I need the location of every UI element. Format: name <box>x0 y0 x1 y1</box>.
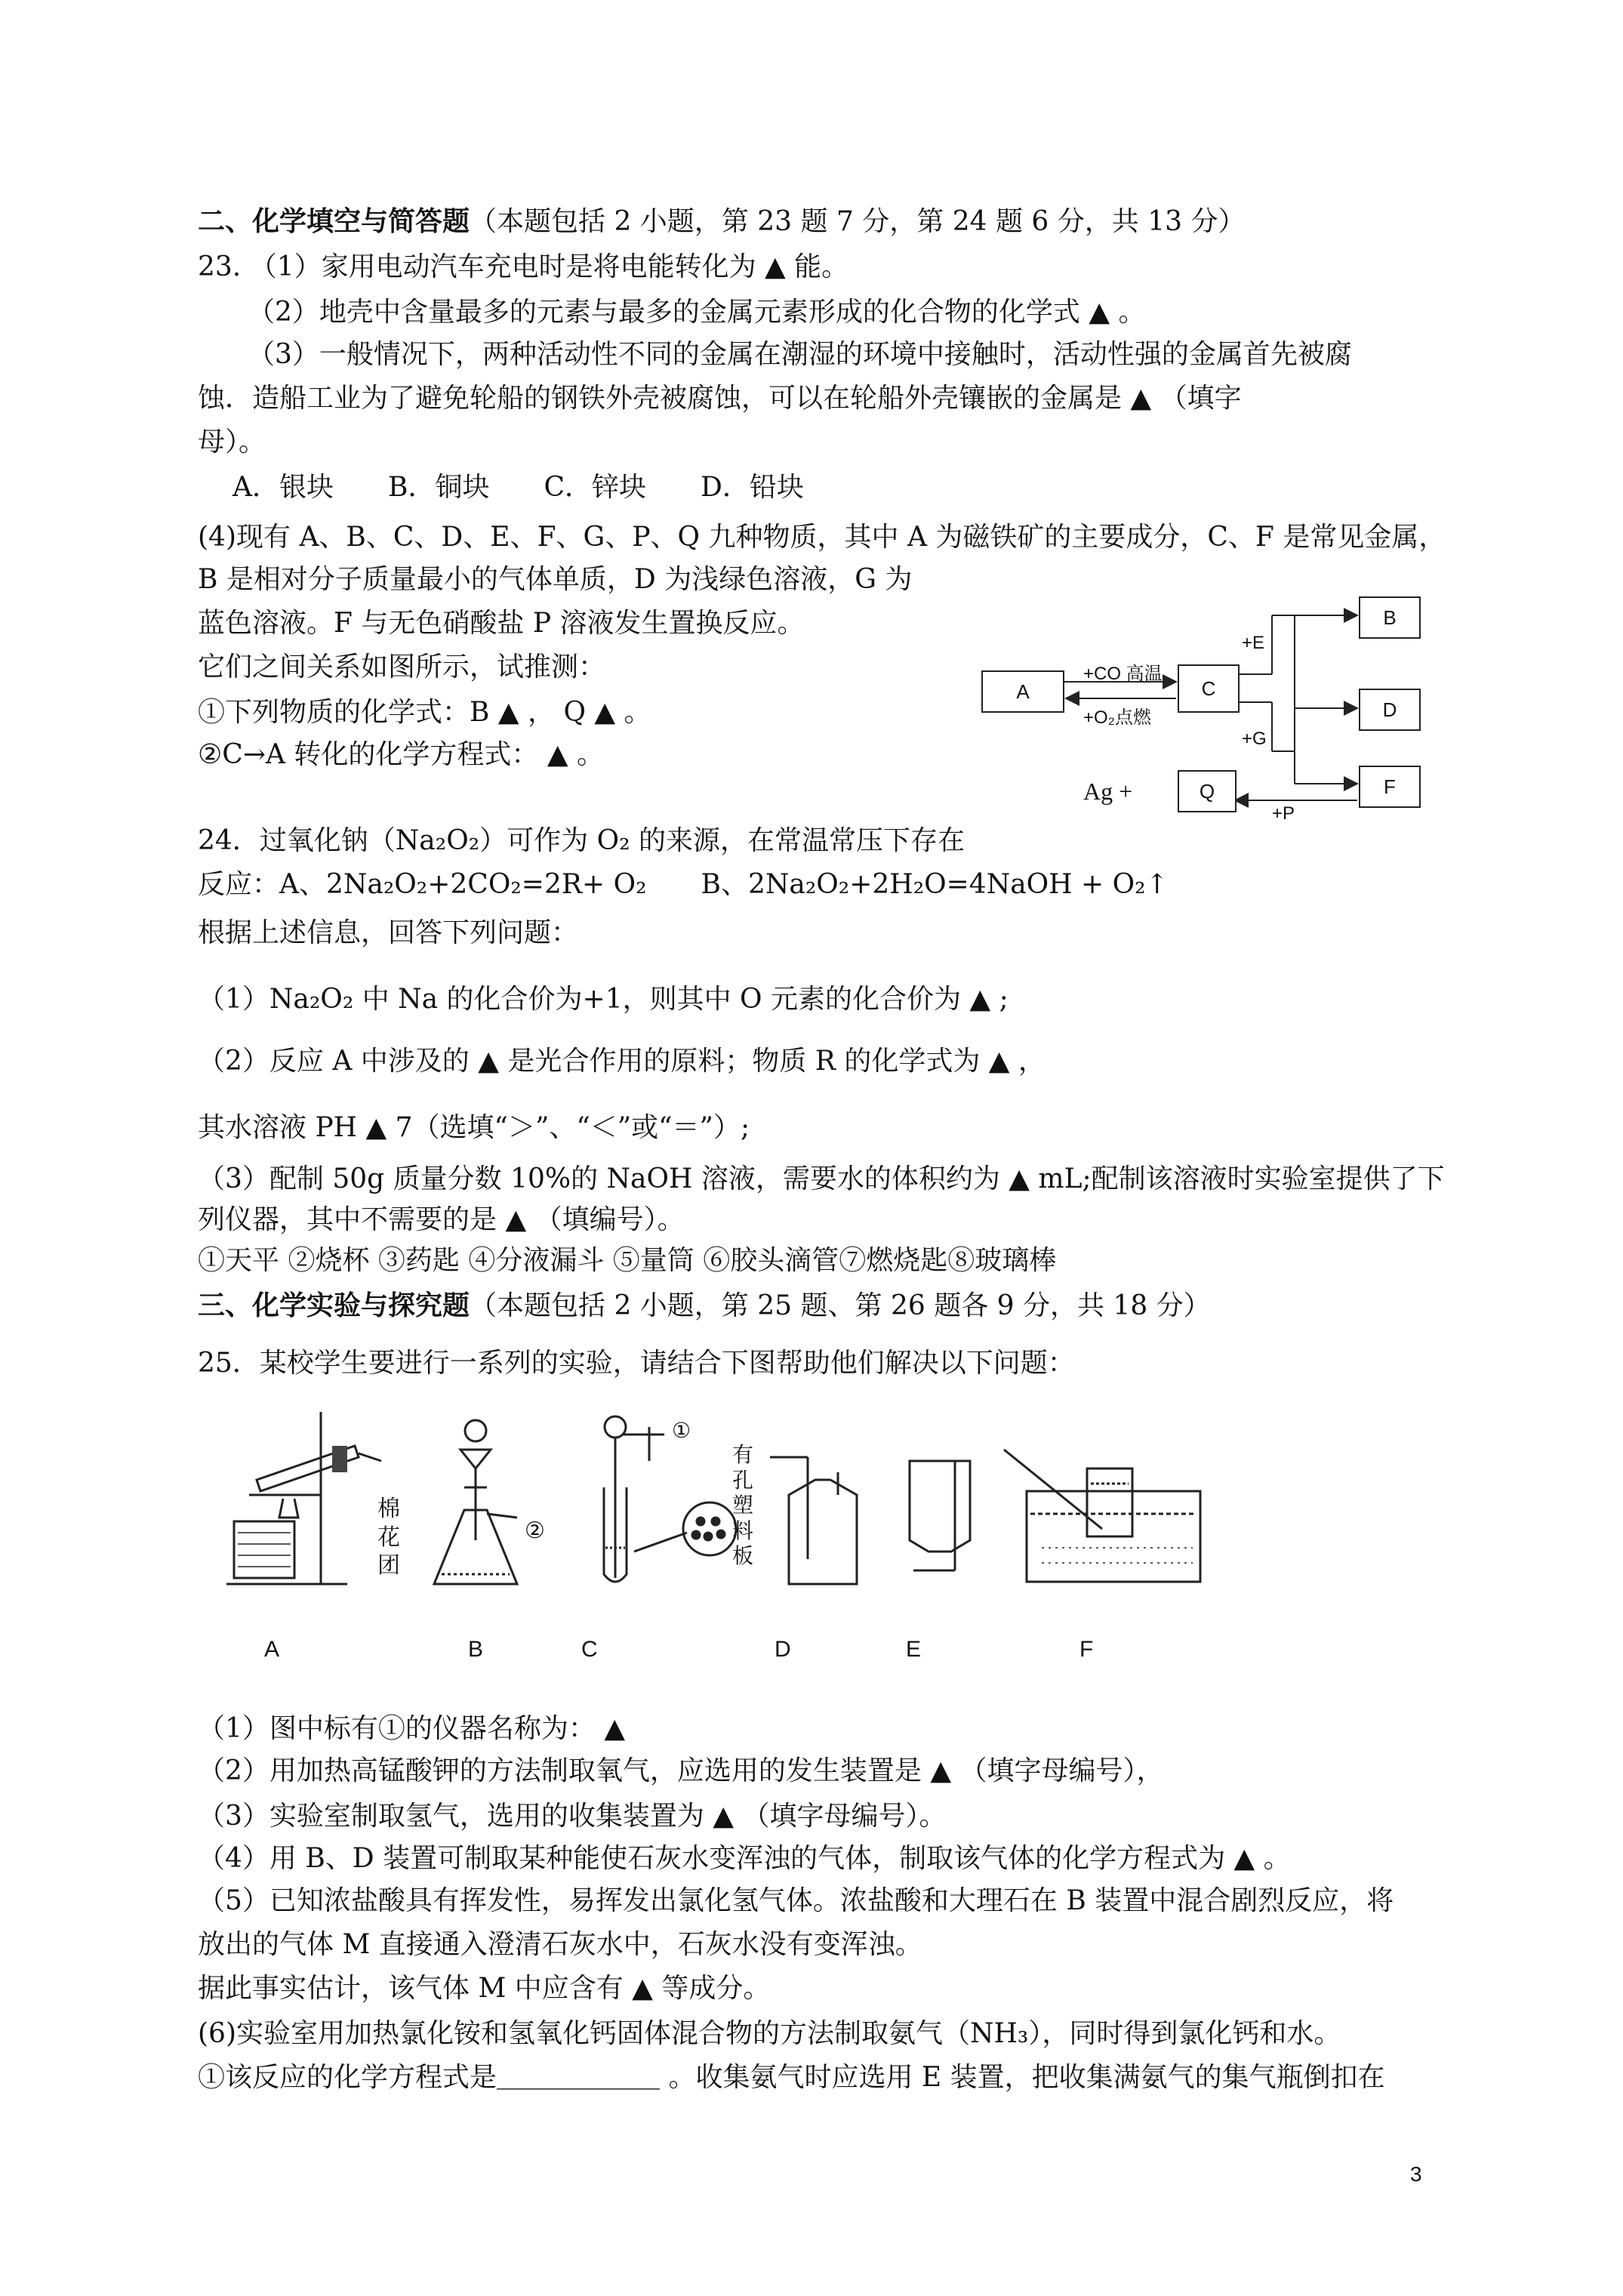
box-a: A <box>981 670 1064 713</box>
label-g: +G <box>1242 729 1267 749</box>
marker-2: ② <box>525 1518 545 1543</box>
q23-part4-line4: 它们之间关系如图所示，试推测： <box>198 652 606 683</box>
q24-line1: 24．过氧化钠（Na₂O₂）可作为 O₂ 的来源，在常温常压下存在 <box>198 825 965 856</box>
q23-part3-line2: 蚀．造船工业为了避免轮船的钢铁外壳被腐蚀，可以在轮船外壳镶嵌的金属是 ▲ （填字 <box>198 383 1242 414</box>
q23-part3-line3: 母）。 <box>198 427 266 458</box>
q23-part4-line2: B 是相对分子质量最小的气体单质，D 为浅绿色溶液，G 为 <box>198 564 913 595</box>
cotton-label: 棉花团 <box>377 1496 400 1578</box>
q23-part2: （2）地壳中含量最多的元素与最多的金属元素形成的化合物的化学式 ▲ 。 <box>248 297 1146 328</box>
box-b: B <box>1359 596 1421 639</box>
q23-part4-line3: 蓝色溶液。F 与无色硝酸盐 P 溶液发生置换反应。 <box>198 608 805 639</box>
q25-intro: 25．某校学生要进行一系列的实验，请结合下图帮助他们解决以下问题： <box>198 1348 1075 1379</box>
q25-part1: （1）图中标有①的仪器名称为： ▲ <box>198 1713 626 1744</box>
q25-part4: （4）用 B、D 装置可制取某种能使石灰水变浑浊的气体，制取该气体的化学方程式为 ▲ 。 <box>198 1843 1291 1874</box>
q23-part4-line6: ②C→A 转化的化学方程式： ▲ 。 <box>198 739 604 770</box>
apparatus-caption-d: D <box>775 1637 791 1662</box>
q25-part5-line1: （5）已知浓盐酸具有挥发性，易挥发出氯化氢气体。浓盐酸和大理石在 B 装置中混合剧烈反应，将 <box>198 1885 1394 1916</box>
q25-part6-line1: (6)实验室用加热氯化铵和氢氧化钙固体混合物的方法制取氨气（NH₃），同时得到氯化钙和水。 <box>198 2018 1341 2049</box>
apparatus-caption-f: F <box>1079 1637 1094 1662</box>
q25-part5-line3: 据此事实估计，该气体 M 中应含有 ▲ 等成分。 <box>198 1973 771 2004</box>
apparatus-caption-a: A <box>264 1637 280 1662</box>
page-number: 3 <box>1410 2162 1422 2186</box>
section-2-heading <box>198 205 1245 238</box>
q24-part1: （1）Na₂O₂ 中 Na 的化合价为+1，则其中 O 元素的化合价为 ▲ ; <box>198 984 1009 1015</box>
label-p: +P <box>1272 803 1295 824</box>
apparatus-figure <box>226 1389 1208 1691</box>
relationship-diagram <box>981 589 1434 824</box>
q24-part2: （2）反应 A 中涉及的 ▲ 是光合作用的原料；物质 R 的化学式为 ▲ ， <box>198 1046 1046 1077</box>
label-co: +CO 高温 <box>1083 664 1163 684</box>
q25-part3: （3）实验室制取氢气，选用的收集装置为 ▲ （填字母编号）。 <box>198 1801 947 1832</box>
box-q: Q <box>1178 770 1236 812</box>
plate-label: 有孔塑料板 <box>732 1443 754 1568</box>
q25-part2: （2）用加热高锰酸钾的方法制取氧气，应选用的发生装置是 ▲ （填字母编号）， <box>198 1755 1164 1786</box>
marker-1: ① <box>672 1419 691 1442</box>
label-ag: Ag + <box>1083 778 1133 805</box>
box-c: C <box>1178 664 1240 713</box>
section-title: 二、化学填空与简答题 <box>198 205 470 237</box>
apparatus-caption-b: B <box>468 1637 484 1662</box>
q24-line2: 反应：A、2Na₂O₂+2CO₂=2R+ O₂ B、2Na₂O₂+2H₂O=4NaOH + O₂↑ <box>198 869 1169 900</box>
section-note: （本题包括 2 小题，第 25 题、第 26 题各 9 分，共 18 分） <box>470 1290 1211 1321</box>
q24-part3-line1: （3）配制 50g 质量分数 10%的 NaOH 溶液，需要水的体积约为 ▲ mL;配制该溶液时实验室提供了下 <box>198 1163 1445 1194</box>
q24-part3-line3: ①天平 ②烧杯 ③药匙 ④分液漏斗 ⑤量筒 ⑥胶头滴管⑦燃烧匙⑧玻璃棒 <box>198 1245 1057 1276</box>
q25-part5-line2: 放出的气体 M 直接通入澄清石灰水中，石灰水没有变浑浊。 <box>198 1929 922 1960</box>
section-note: （本题包括 2 小题，第 23 题 7 分，第 24 题 6 分，共 13 分） <box>470 206 1246 237</box>
q23-part4-line1: (4)现有 A、B、C、D、E、F、G、P、Q 九种物质，其中 A 为磁铁矿的主要成分，C、F 是常见金属， <box>198 522 1446 553</box>
label-e: +E <box>1242 633 1265 653</box>
section-3-heading <box>198 1290 1211 1322</box>
q24-part3-line2: 列仪器，其中不需要的是 ▲ （填编号）。 <box>198 1204 685 1235</box>
q25-part6-line2: ①该反应的化学方程式是＿＿＿＿＿＿ 。收集氨气时应选用 E 装置，把收集满氨气的集气瓶倒扣在 <box>198 2062 1385 2093</box>
box-d: D <box>1359 689 1421 731</box>
section-title: 三、化学实验与探究题 <box>198 1290 470 1321</box>
q23-options: A．银块 B．铜块 C．锌块 D．铅块 <box>233 472 804 503</box>
q24-line3: 根据上述信息，回答下列问题： <box>198 917 579 948</box>
q23-part3-line1: （3）一般情况下，两种活动性不同的金属在潮湿的环境中接触时，活动性强的金属首先被腐 <box>248 339 1352 370</box>
apparatus-caption-e: E <box>906 1637 922 1662</box>
q23-part4-line5: ①下列物质的化学式：B ▲ ， Q ▲ 。 <box>198 697 651 728</box>
apparatus-caption-c: C <box>581 1637 598 1662</box>
q24-part2b: 其水溶液 PH ▲ 7（选填“＞”、“＜”或“＝”）; <box>198 1112 750 1143</box>
box-f: F <box>1359 766 1421 808</box>
q23-part1: 23. （1）家用电动汽车充电时是将电能转化为 ▲ 能。 <box>198 251 849 282</box>
label-o2: +O₂点燃 <box>1083 707 1151 728</box>
